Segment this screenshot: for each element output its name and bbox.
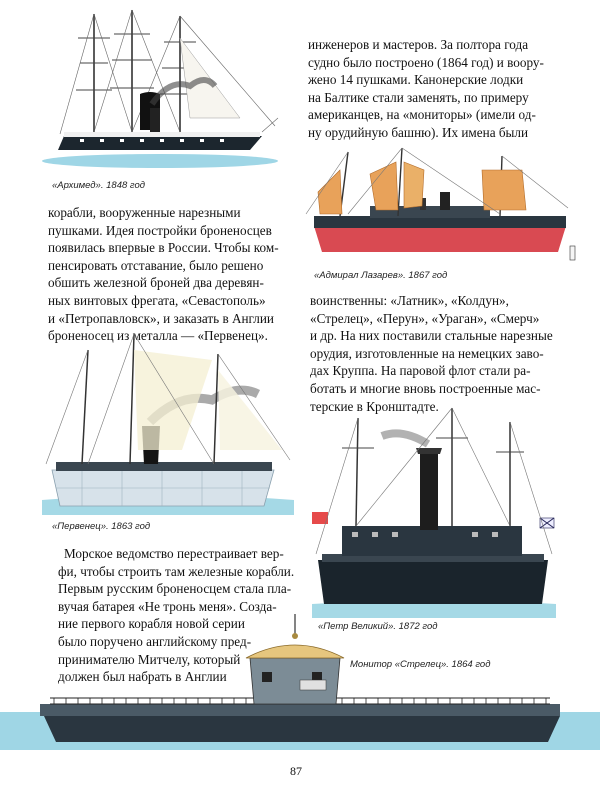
ship-illustration-arkhimed <box>40 8 280 173</box>
text-line: должен был набрать в Англии <box>58 669 227 685</box>
text-line: жено 14 пушками. Канонерские лодки <box>308 72 524 88</box>
text-line: вучая батарея «Не тронь меня». Созда- <box>58 598 277 614</box>
text-line: появилась впервые в России. Чтобы ком- <box>48 240 279 256</box>
text-line: ных винтовых фрегата, «Севастополь» <box>48 292 266 308</box>
ship-illustration-petr-velikiy <box>312 408 556 618</box>
text-line: пушками. Идея постройки броненосцев <box>48 222 272 238</box>
text-line: пенсировать отставание, было решено <box>48 257 264 273</box>
paragraph-right-middle <box>310 292 596 415</box>
text-line: фи, чтобы строить там железные корабли. <box>58 563 295 579</box>
ship-illustration-strelets <box>0 610 600 750</box>
text-line: на Балтике стали заменять, по примеру <box>308 89 529 105</box>
text-line: было поручено английскому пред- <box>58 633 252 649</box>
caption-arkhimed: «Архимед». 1848 год <box>52 180 146 191</box>
text-line: принимателю Митчелу, который <box>58 651 241 667</box>
text-line: «Стрелец», «Перун», «Ураган», «Смерч» <box>310 310 540 326</box>
text-line: судно было построено (1864 год) и воору- <box>308 54 544 70</box>
caption-pervenets: «Первенец». 1863 год <box>52 521 151 532</box>
text-line: обшить железной броней два деревян- <box>48 275 264 291</box>
text-line: ну орудийную башню). Их имена были <box>308 124 529 140</box>
text-line: американцев, на «мониторы» (имели од- <box>308 107 536 123</box>
text-line: Морское ведомство перестраивает вер- <box>64 546 284 561</box>
text-line: и «Петропавловск», и заказать в Англии <box>48 310 274 326</box>
text-line: орудия, изготовленные на немецких заво- <box>310 345 544 361</box>
text-line: ботать и многие вновь построенные мас- <box>310 380 541 396</box>
paragraph-left-middle <box>48 204 298 345</box>
text-line: и др. На них поставили стальные нарезные <box>310 328 553 344</box>
ship-illustration-pervenets <box>42 330 294 515</box>
caption-strelets: Монитор «Стрелец». 1864 год <box>350 659 491 670</box>
text-line: дах Круппа. На паровой флот стали ра- <box>310 363 531 379</box>
page-number: 87 <box>290 764 302 778</box>
text-line: терские в Кронштадте. <box>310 398 439 414</box>
text-line: инженеров и мастеров. За полтора года <box>308 37 529 52</box>
ship-illustration-admiral-lazarev <box>300 148 590 268</box>
text-line: воинственны: «Латник», «Колдун», <box>310 293 509 308</box>
text-line: броненосец из металла — «Первенец». <box>48 328 268 344</box>
caption-admiral-lazarev: «Адмирал Лазарев». 1867 год <box>314 270 448 281</box>
paragraph-top-right <box>308 36 596 142</box>
text-line: Первым русским броненосцем стала пла- <box>58 581 292 597</box>
caption-petr-velikiy: «Петр Великий». 1872 год <box>318 621 438 632</box>
text-line: корабли, вооруженные нарезными <box>48 205 241 220</box>
text-line: ние первого корабля новой серии <box>58 616 245 632</box>
